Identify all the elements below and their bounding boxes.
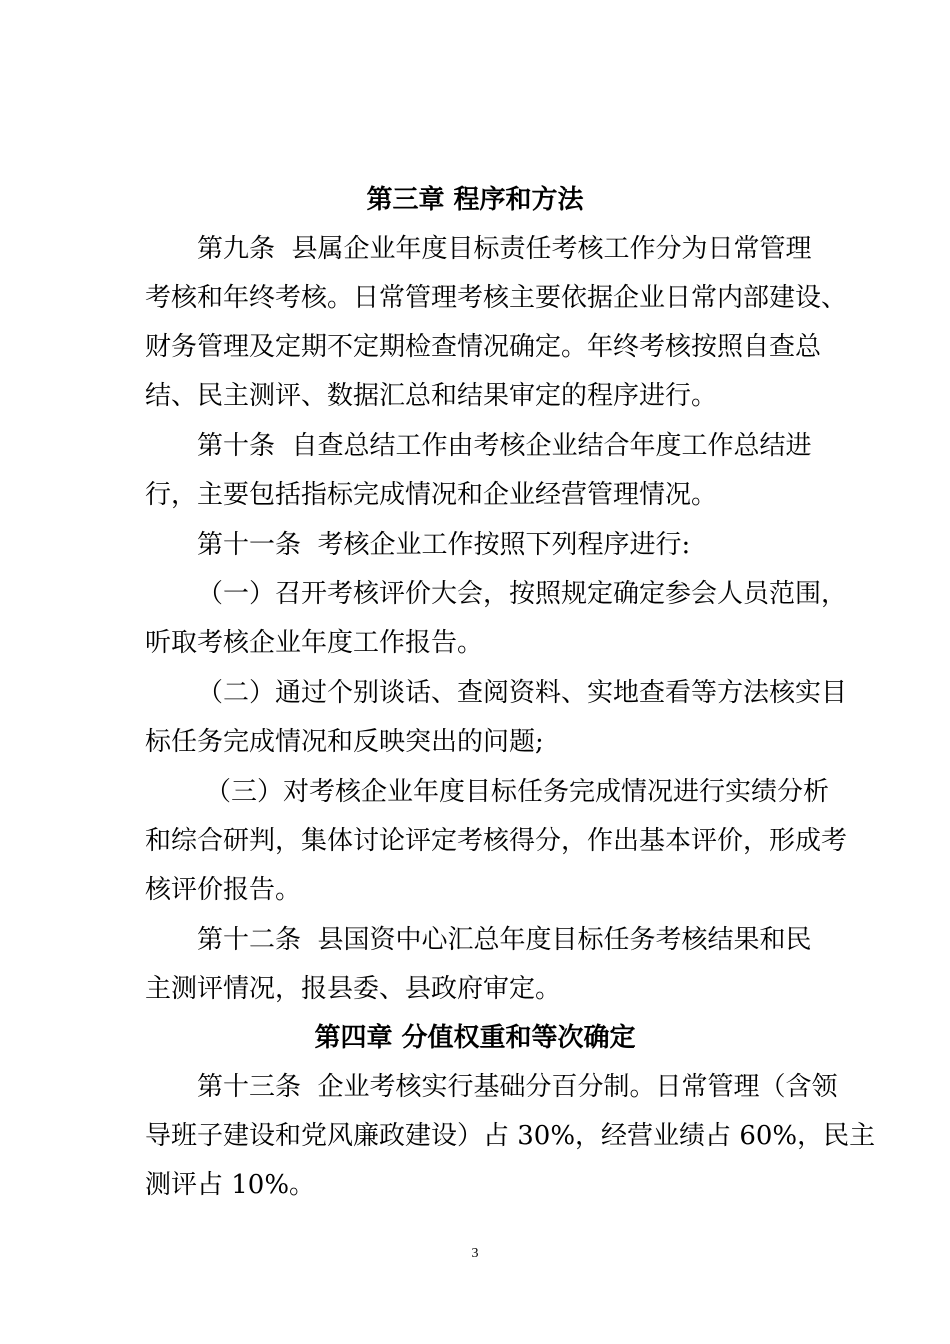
article-12-line-1: 第十二条 县国资中心汇总年度目标任务考核结果和民 <box>197 925 812 955</box>
item-2-line-1: （二）通过个别谈话、查阅资料、实地查看等方法核实目 <box>197 678 848 708</box>
article-13-line-2: 导班子建设和党风廉政建设）占 30%，经营业绩占 60%，民主 <box>145 1121 876 1151</box>
page-number: 3 <box>471 1246 479 1261</box>
article-11: 第十一条 考核企业工作按照下列程序进行: <box>197 530 691 560</box>
article-9-line-4: 结、民主测评、数据汇总和结果审定的程序进行。 <box>145 381 718 411</box>
article-12-line-2: 主测评情况，报县委、县政府审定。 <box>145 974 562 1004</box>
item-3-line-3: 核评价报告。 <box>145 875 302 905</box>
article-9-line-1: 第九条 县属企业年度目标责任考核工作分为日常管理 <box>197 234 812 264</box>
article-9-line-3: 财务管理及定期不定期检查情况确定。年终考核按照自查总 <box>145 332 822 362</box>
item-1-line-1: （一）召开考核评价大会，按照规定确定参会人员范围， <box>197 579 848 609</box>
article-10-line-1: 第十条 自查总结工作由考核企业结合年度工作总结进 <box>197 431 812 461</box>
item-3-line-2: 和综合研判，集体讨论评定考核得分，作出基本评价，形成考 <box>145 826 848 856</box>
chapter-3-heading: 第三章 程序和方法 <box>366 185 584 215</box>
item-1-line-2: 听取考核企业年度工作报告。 <box>145 628 484 658</box>
article-10-line-2: 行，主要包括指标完成情况和企业经营管理情况。 <box>145 480 718 510</box>
item-3-line-1: （三）对考核企业年度目标任务完成情况进行实绩分析 <box>205 777 830 807</box>
article-13-line-3: 测评占 10%。 <box>145 1170 316 1200</box>
article-9-line-2: 考核和年终考核。日常管理考核主要依据企业日常内部建设、 <box>145 283 848 313</box>
article-13-line-1: 第十三条 企业考核实行基础分百分制。日常管理（含领 <box>197 1072 838 1102</box>
chapter-4-heading: 第四章 分值权重和等次确定 <box>314 1023 636 1053</box>
item-2-line-2: 标任务完成情况和反映突出的问题; <box>145 727 544 757</box>
